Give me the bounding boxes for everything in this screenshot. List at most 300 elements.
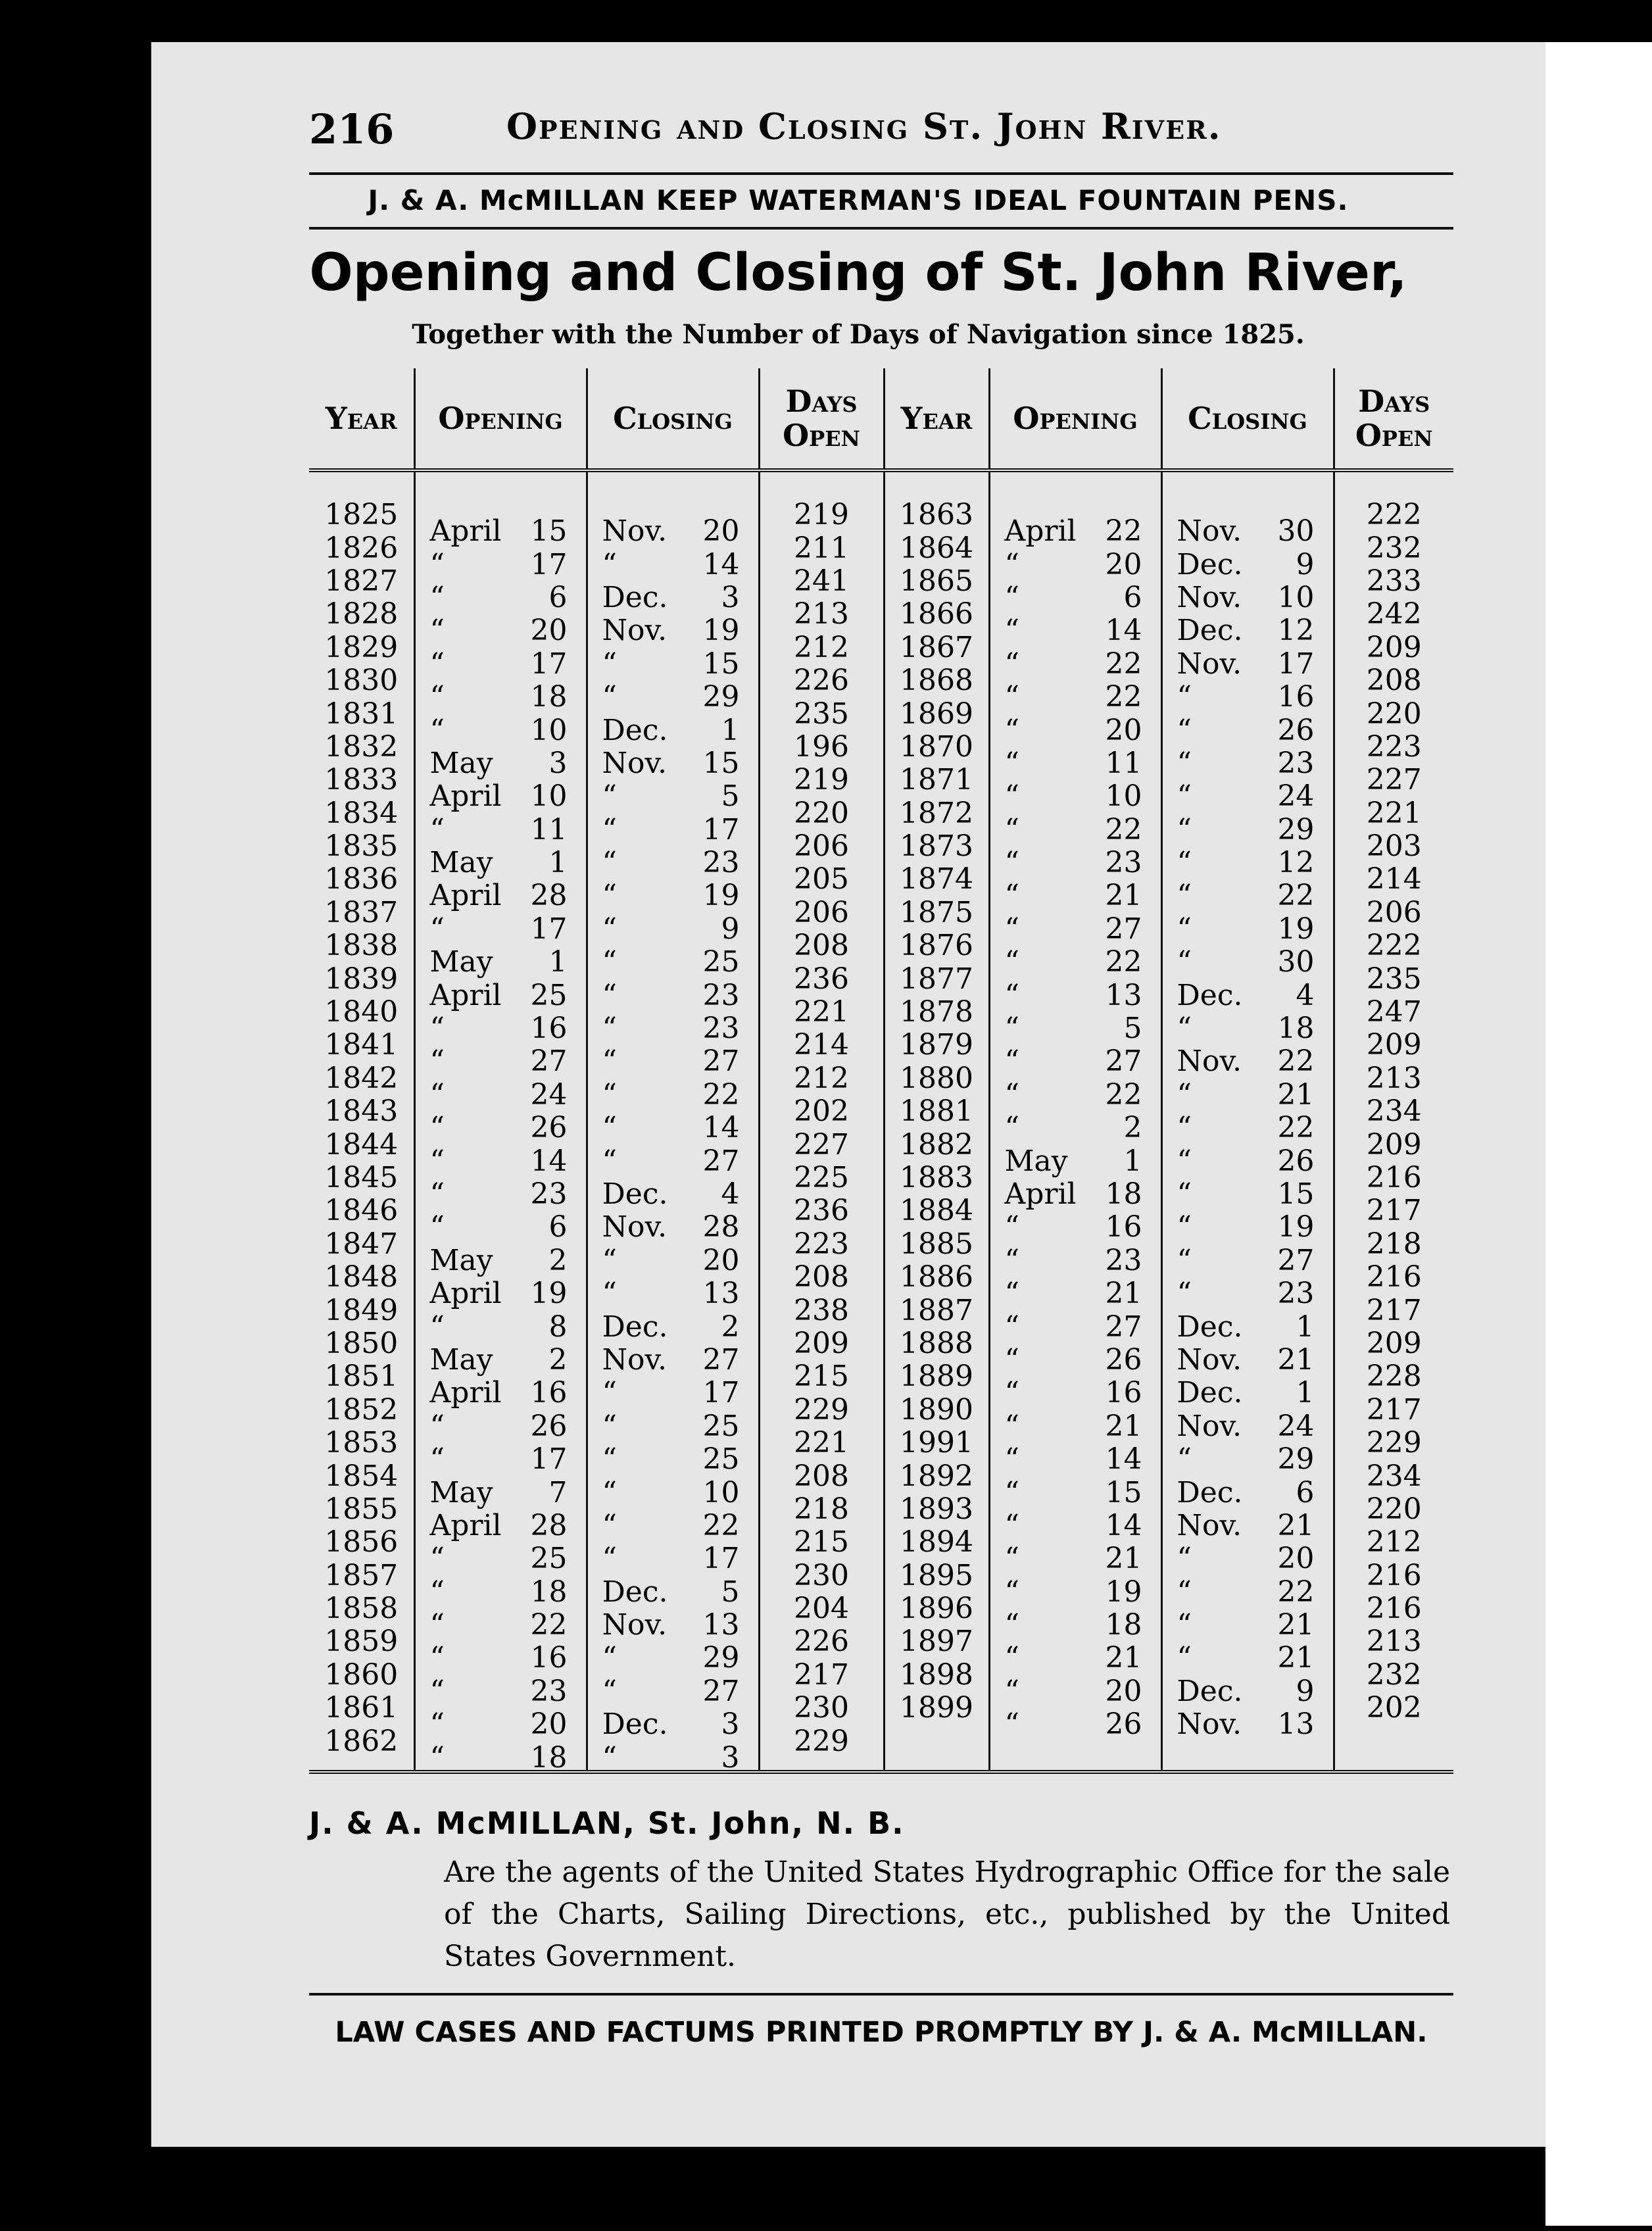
year-cell: 1880 xyxy=(884,1062,989,1095)
closing-month: “ xyxy=(602,1475,617,1509)
days-open-cell: 234 xyxy=(1366,1459,1422,1493)
closing-cell xyxy=(1161,797,1334,846)
closing-month: “ xyxy=(1177,1542,1192,1576)
closing-day: 28 xyxy=(702,1210,740,1244)
closing-day: 24 xyxy=(1277,779,1315,814)
closing-month: Dec. xyxy=(1177,614,1243,648)
opening-day: 21 xyxy=(1105,1641,1142,1675)
table-row xyxy=(309,1194,1453,1227)
opening-month: “ xyxy=(429,1077,445,1112)
days-open-cell: 230 xyxy=(759,1692,884,1725)
closing-cell xyxy=(587,1095,759,1145)
days-open-cell: 222 xyxy=(1366,498,1422,532)
opening-day: 25 xyxy=(530,978,568,1012)
closing-month: “ xyxy=(1177,1144,1192,1178)
closing-month: “ xyxy=(1177,1608,1192,1642)
opening-day: 20 xyxy=(530,614,568,648)
closing-cell xyxy=(1161,1559,1334,1609)
closing-cell xyxy=(587,1692,759,1742)
year-cell: 1892 xyxy=(884,1459,989,1492)
opening-day: 18 xyxy=(1105,1608,1142,1642)
opening-day: 18 xyxy=(530,1575,568,1609)
year-cell: 1898 xyxy=(884,1659,989,1692)
closing-day: 22 xyxy=(1277,879,1315,913)
closing-month: Dec. xyxy=(602,580,668,614)
closing-month: “ xyxy=(602,1740,617,1775)
opening-day: 16 xyxy=(1105,1376,1142,1410)
closing-cell xyxy=(587,565,759,614)
closing-month: “ xyxy=(602,1012,617,1046)
table-row xyxy=(309,896,1453,929)
closing-cell xyxy=(587,1228,759,1277)
top-rule xyxy=(309,172,1453,175)
closing-cell xyxy=(1161,1294,1334,1344)
days-open-cell: 212 xyxy=(1366,1525,1422,1559)
closing-day: 21 xyxy=(1277,1641,1315,1675)
opening-cell xyxy=(989,1559,1161,1609)
opening-month: “ xyxy=(1004,1044,1019,1079)
opening-cell xyxy=(989,1592,1161,1642)
opening-cell xyxy=(989,565,1161,614)
opening-cell xyxy=(414,1327,587,1377)
table-header-row xyxy=(309,368,1453,470)
opening-cell xyxy=(414,1162,587,1211)
opening-cell xyxy=(989,1029,1161,1079)
closing-cell xyxy=(1161,1659,1334,1708)
opening-day: 2 xyxy=(548,1243,568,1277)
closing-cell xyxy=(1161,863,1334,913)
running-header xyxy=(309,99,1506,171)
opening-cell xyxy=(414,797,587,846)
year-cell: 1883 xyxy=(884,1162,989,1194)
closing-month: Nov. xyxy=(602,1608,668,1642)
days-open-cell: 219 xyxy=(759,764,884,797)
opening-cell xyxy=(989,896,1161,946)
closing-day: 27 xyxy=(702,1044,740,1079)
opening-month: “ xyxy=(429,1707,445,1742)
days-open-cell: 206 xyxy=(1366,895,1422,929)
closing-cell xyxy=(1161,1592,1334,1642)
days-open-cell: 202 xyxy=(759,1095,884,1128)
footer-text: Are the agents of the United States Hydrographic Office for the sale of the Charts, Sailing Directions, etc., published by the United States Government. xyxy=(444,1855,1450,1973)
opening-month: May xyxy=(1004,1144,1068,1178)
opening-day: 13 xyxy=(1105,978,1142,1012)
opening-cell xyxy=(989,830,1161,880)
opening-day: 26 xyxy=(530,1111,568,1145)
opening-day: 10 xyxy=(1105,779,1142,814)
year-cell: 1873 xyxy=(884,830,989,863)
opening-day: 1 xyxy=(548,945,568,979)
year-cell: 1835 xyxy=(309,830,414,863)
col-closing: Closing xyxy=(1161,368,1334,470)
opening-month: “ xyxy=(429,1575,445,1609)
opening-day: 6 xyxy=(1123,580,1142,614)
closing-day: 13 xyxy=(1277,1707,1315,1742)
closing-month: Nov. xyxy=(602,514,668,549)
opening-cell xyxy=(414,1261,587,1311)
year-cell: 1868 xyxy=(884,664,989,697)
opening-cell xyxy=(414,1493,587,1542)
closing-month: “ xyxy=(1177,1277,1192,1311)
opening-day: 5 xyxy=(1123,1012,1142,1046)
days-open-cell: 212 xyxy=(759,1062,884,1095)
opening-month: April xyxy=(429,1277,502,1311)
year-cell: 1882 xyxy=(884,1128,989,1161)
year-cell: 1884 xyxy=(884,1194,989,1227)
closing-month: “ xyxy=(602,680,617,714)
year-cell: 1863 xyxy=(884,499,989,531)
closing-day: 25 xyxy=(702,945,740,979)
closing-cell xyxy=(587,1261,759,1311)
opening-month: “ xyxy=(1004,812,1019,846)
opening-month: “ xyxy=(429,912,445,946)
table-row xyxy=(309,1625,1453,1658)
opening-day: 17 xyxy=(530,1442,568,1477)
days-open-cell: 227 xyxy=(1366,763,1422,797)
closing-month: “ xyxy=(602,1508,617,1542)
opening-cell xyxy=(414,896,587,946)
opening-month: “ xyxy=(1004,1277,1019,1311)
opening-cell xyxy=(414,1360,587,1410)
closing-month: Dec. xyxy=(602,1575,668,1609)
closing-month: “ xyxy=(602,945,617,979)
opening-month: “ xyxy=(1004,1409,1019,1443)
closing-month: “ xyxy=(1177,1442,1192,1477)
opening-month: April xyxy=(1004,1177,1077,1211)
opening-month: “ xyxy=(429,1608,445,1642)
closing-cell xyxy=(1161,929,1334,979)
opening-day: 22 xyxy=(530,1608,568,1642)
closing-cell xyxy=(1161,764,1334,814)
opening-day: 1 xyxy=(1123,1144,1142,1178)
closing-day: 22 xyxy=(702,1508,740,1542)
year-cell: 1874 xyxy=(884,863,989,896)
days-open-cell: 215 xyxy=(759,1526,884,1559)
closing-cell xyxy=(1161,631,1334,681)
days-open-cell: 230 xyxy=(759,1559,884,1592)
closing-month: Dec. xyxy=(1177,1674,1243,1708)
days-open-cell: 206 xyxy=(759,830,884,863)
days-open-cell: 209 xyxy=(759,1327,884,1360)
days-open-cell: 209 xyxy=(1366,1326,1422,1360)
days-open-cell: 238 xyxy=(759,1294,884,1327)
col-days-open: Days Open xyxy=(1334,368,1453,470)
table-body xyxy=(309,470,1453,1775)
closing-cell xyxy=(587,697,759,747)
col-opening: Opening xyxy=(414,368,587,470)
opening-month: “ xyxy=(429,1442,445,1477)
closing-day: 18 xyxy=(1277,1012,1315,1046)
opening-month: May xyxy=(429,1342,493,1377)
opening-day: 16 xyxy=(530,1012,568,1046)
closing-cell xyxy=(1161,1327,1334,1377)
days-open-cell: 212 xyxy=(759,631,884,664)
closing-cell xyxy=(1161,1261,1334,1311)
opening-month: May xyxy=(429,1243,493,1277)
closing-day: 3 xyxy=(721,1740,740,1775)
closing-day: 10 xyxy=(702,1475,740,1509)
closing-month: “ xyxy=(1177,879,1192,913)
closing-cell xyxy=(587,1659,759,1708)
opening-day: 17 xyxy=(530,912,568,946)
closing-day: 23 xyxy=(702,978,740,1012)
closing-cell xyxy=(1161,996,1334,1046)
page-title: Opening and Closing of St. John River, xyxy=(309,243,1407,303)
opening-cell xyxy=(989,1394,1161,1443)
table-row xyxy=(309,1493,1453,1526)
closing-month: Nov. xyxy=(1177,514,1242,549)
opening-month: “ xyxy=(1004,1542,1019,1576)
closing-cell xyxy=(1161,1029,1334,1079)
opening-month: “ xyxy=(429,547,445,581)
days-open-cell: 220 xyxy=(759,797,884,830)
closing-month: “ xyxy=(602,647,617,681)
opening-cell xyxy=(414,996,587,1046)
closing-cell xyxy=(1161,1095,1334,1145)
closing-day: 23 xyxy=(1277,746,1315,780)
closing-cell xyxy=(587,996,759,1046)
closing-month: “ xyxy=(602,846,617,880)
opening-cell xyxy=(989,664,1161,714)
opening-month: “ xyxy=(429,1012,445,1046)
closing-cell xyxy=(1161,731,1334,780)
table-row xyxy=(309,1459,1453,1492)
opening-month: “ xyxy=(1004,1310,1019,1344)
closing-day: 26 xyxy=(1277,1144,1315,1178)
opening-month: “ xyxy=(429,1542,445,1576)
opening-month: April xyxy=(429,779,502,814)
closing-cell xyxy=(587,1394,759,1443)
closing-cell xyxy=(1161,1228,1334,1277)
opening-month: “ xyxy=(429,680,445,714)
closing-month: “ xyxy=(602,1641,617,1675)
year-cell: 1840 xyxy=(309,996,414,1029)
days-open-cell: 217 xyxy=(759,1659,884,1692)
opening-month: “ xyxy=(1004,1442,1019,1477)
days-open-cell: 232 xyxy=(1366,1657,1422,1692)
opening-month: “ xyxy=(1004,680,1019,714)
closing-day: 6 xyxy=(1296,1475,1315,1509)
year-cell: 1846 xyxy=(309,1194,414,1227)
opening-month: May xyxy=(429,846,493,880)
closing-day: 17 xyxy=(702,1542,740,1576)
opening-cell xyxy=(414,1228,587,1277)
closing-month: “ xyxy=(1177,846,1192,880)
year-cell: 1827 xyxy=(309,565,414,598)
year-cell: 1847 xyxy=(309,1228,414,1261)
opening-day: 14 xyxy=(1105,1442,1142,1477)
opening-month: “ xyxy=(1004,1077,1019,1112)
closing-cell xyxy=(1161,962,1334,1012)
table-row xyxy=(309,664,1453,697)
opening-month: “ xyxy=(1004,1012,1019,1046)
closing-cell xyxy=(587,631,759,681)
year-cell: 1890 xyxy=(884,1394,989,1427)
opening-day: 26 xyxy=(1105,1342,1142,1377)
closing-month: “ xyxy=(1177,1641,1192,1675)
opening-month: “ xyxy=(1004,1674,1019,1708)
year-cell: 1843 xyxy=(309,1095,414,1128)
year-cell: 1861 xyxy=(309,1692,414,1725)
days-open-cell: 241 xyxy=(759,565,884,598)
opening-month: “ xyxy=(1004,846,1019,880)
closing-cell xyxy=(587,863,759,913)
opening-cell xyxy=(989,1526,1161,1576)
days-open-cell: 221 xyxy=(1366,796,1422,830)
days-open-cell: 220 xyxy=(1366,697,1422,731)
closing-month: Dec. xyxy=(1177,1475,1243,1509)
closing-month: “ xyxy=(602,1542,617,1576)
days-open-cell: 217 xyxy=(1366,1194,1422,1228)
opening-cell xyxy=(414,1692,587,1742)
year-cell: 1849 xyxy=(309,1294,414,1327)
closing-month: Dec. xyxy=(1177,1376,1243,1410)
year-cell: 1844 xyxy=(309,1128,414,1161)
year-cell: 1853 xyxy=(309,1427,414,1459)
closing-month: Nov. xyxy=(1177,580,1242,614)
closing-cell xyxy=(587,1725,759,1775)
closing-cell xyxy=(587,1194,759,1244)
closing-day: 14 xyxy=(702,1111,740,1145)
opening-month: “ xyxy=(429,713,445,747)
opening-cell xyxy=(989,863,1161,913)
closing-cell xyxy=(1161,697,1334,747)
opening-cell xyxy=(414,1559,587,1609)
opening-month: May xyxy=(429,1475,493,1509)
table-row xyxy=(309,962,1453,995)
closing-day: 21 xyxy=(1277,1608,1315,1642)
closing-cell xyxy=(587,731,759,780)
closing-day: 12 xyxy=(1277,846,1315,880)
opening-day: 17 xyxy=(530,547,568,581)
year-cell: 1897 xyxy=(884,1625,989,1658)
opening-cell xyxy=(989,598,1161,648)
opening-cell xyxy=(989,731,1161,780)
closing-day: 3 xyxy=(721,1707,740,1742)
days-open-cell: 226 xyxy=(759,1625,884,1658)
closing-month: Nov. xyxy=(1177,647,1242,681)
table-row xyxy=(309,1725,1453,1757)
closing-day: 22 xyxy=(1277,1575,1315,1609)
opening-day: 22 xyxy=(1105,812,1142,846)
opening-month: “ xyxy=(429,1310,445,1344)
closing-day: 29 xyxy=(1277,1442,1315,1477)
closing-month: Dec. xyxy=(1177,978,1243,1012)
opening-cell xyxy=(989,1459,1161,1509)
opening-cell xyxy=(989,697,1161,747)
opening-day: 27 xyxy=(1105,1310,1142,1344)
closing-month: “ xyxy=(602,1111,617,1145)
opening-cell xyxy=(414,1625,587,1675)
opening-month: “ xyxy=(429,580,445,614)
closing-month: Nov. xyxy=(602,746,668,780)
opening-cell xyxy=(989,996,1161,1046)
year-cell: 1857 xyxy=(309,1559,414,1592)
closing-month: “ xyxy=(602,1044,617,1079)
closing-cell xyxy=(1161,1625,1334,1675)
closing-month: “ xyxy=(602,812,617,846)
opening-cell xyxy=(414,1725,587,1775)
closing-day: 19 xyxy=(1277,912,1315,946)
closing-month: “ xyxy=(602,779,617,814)
opening-day: 28 xyxy=(530,879,568,913)
year-cell: 1864 xyxy=(884,531,989,564)
table-row xyxy=(309,863,1453,896)
year-cell: 1845 xyxy=(309,1162,414,1194)
days-open-cell: 216 xyxy=(1366,1558,1422,1592)
closing-month: Nov. xyxy=(602,1342,668,1377)
closing-cell xyxy=(1161,1360,1334,1410)
opening-month: “ xyxy=(429,1641,445,1675)
opening-cell xyxy=(989,962,1161,1012)
opening-month: “ xyxy=(429,647,445,681)
closing-month: “ xyxy=(1177,1012,1192,1046)
opening-month: “ xyxy=(1004,1342,1019,1377)
days-open-cell: 209 xyxy=(1366,630,1422,664)
opening-month: “ xyxy=(429,1177,445,1211)
opening-day: 21 xyxy=(1105,1409,1142,1443)
opening-cell xyxy=(989,1128,1161,1178)
closing-cell xyxy=(1161,1194,1334,1244)
year-cell: 1865 xyxy=(884,565,989,598)
closing-month: Dec. xyxy=(602,1177,668,1211)
closing-cell xyxy=(587,962,759,1012)
closing-cell xyxy=(587,1459,759,1509)
opening-month: “ xyxy=(1004,1707,1019,1742)
year-cell: 1851 xyxy=(309,1360,414,1393)
year-cell: 1836 xyxy=(309,863,414,896)
opening-month: May xyxy=(429,746,493,780)
closing-month: “ xyxy=(1177,1177,1192,1211)
closing-month: “ xyxy=(602,1674,617,1708)
days-open-cell: 209 xyxy=(1366,1127,1422,1162)
opening-month: “ xyxy=(1004,1575,1019,1609)
days-open-cell: 209 xyxy=(1366,1028,1422,1062)
closing-day: 23 xyxy=(1277,1277,1315,1311)
days-open-cell: 223 xyxy=(1366,729,1422,764)
days-open-cell: 208 xyxy=(759,1261,884,1294)
opening-month: April xyxy=(429,514,502,549)
closing-cell xyxy=(587,1592,759,1642)
closing-cell xyxy=(587,797,759,846)
days-open-cell: 229 xyxy=(1366,1426,1422,1460)
opening-month: April xyxy=(1004,514,1077,549)
table-row xyxy=(309,797,1453,830)
days-open-cell: 229 xyxy=(759,1725,884,1757)
closing-day: 19 xyxy=(702,879,740,913)
closing-day: 17 xyxy=(702,812,740,846)
closing-day: 27 xyxy=(702,1144,740,1178)
days-open-cell: 214 xyxy=(1366,862,1422,896)
closing-month: “ xyxy=(1177,1111,1192,1145)
running-title: Opening and Closing St. John River. xyxy=(506,105,1222,147)
closing-cell xyxy=(1161,664,1334,714)
table-row xyxy=(309,1394,1453,1427)
days-open-cell: 206 xyxy=(759,896,884,929)
closing-day: 23 xyxy=(702,846,740,880)
opening-day: 18 xyxy=(530,1740,568,1775)
opening-cell xyxy=(414,830,587,880)
opening-month: May xyxy=(429,945,493,979)
opening-day: 21 xyxy=(1105,879,1142,913)
opening-cell xyxy=(989,1692,1161,1742)
opening-day: 22 xyxy=(1105,945,1142,979)
opening-day: 10 xyxy=(530,713,568,747)
days-open-cell: 205 xyxy=(759,863,884,896)
days-open-cell: 196 xyxy=(759,731,884,764)
days-open-cell: 223 xyxy=(759,1228,884,1261)
opening-cell xyxy=(989,764,1161,814)
